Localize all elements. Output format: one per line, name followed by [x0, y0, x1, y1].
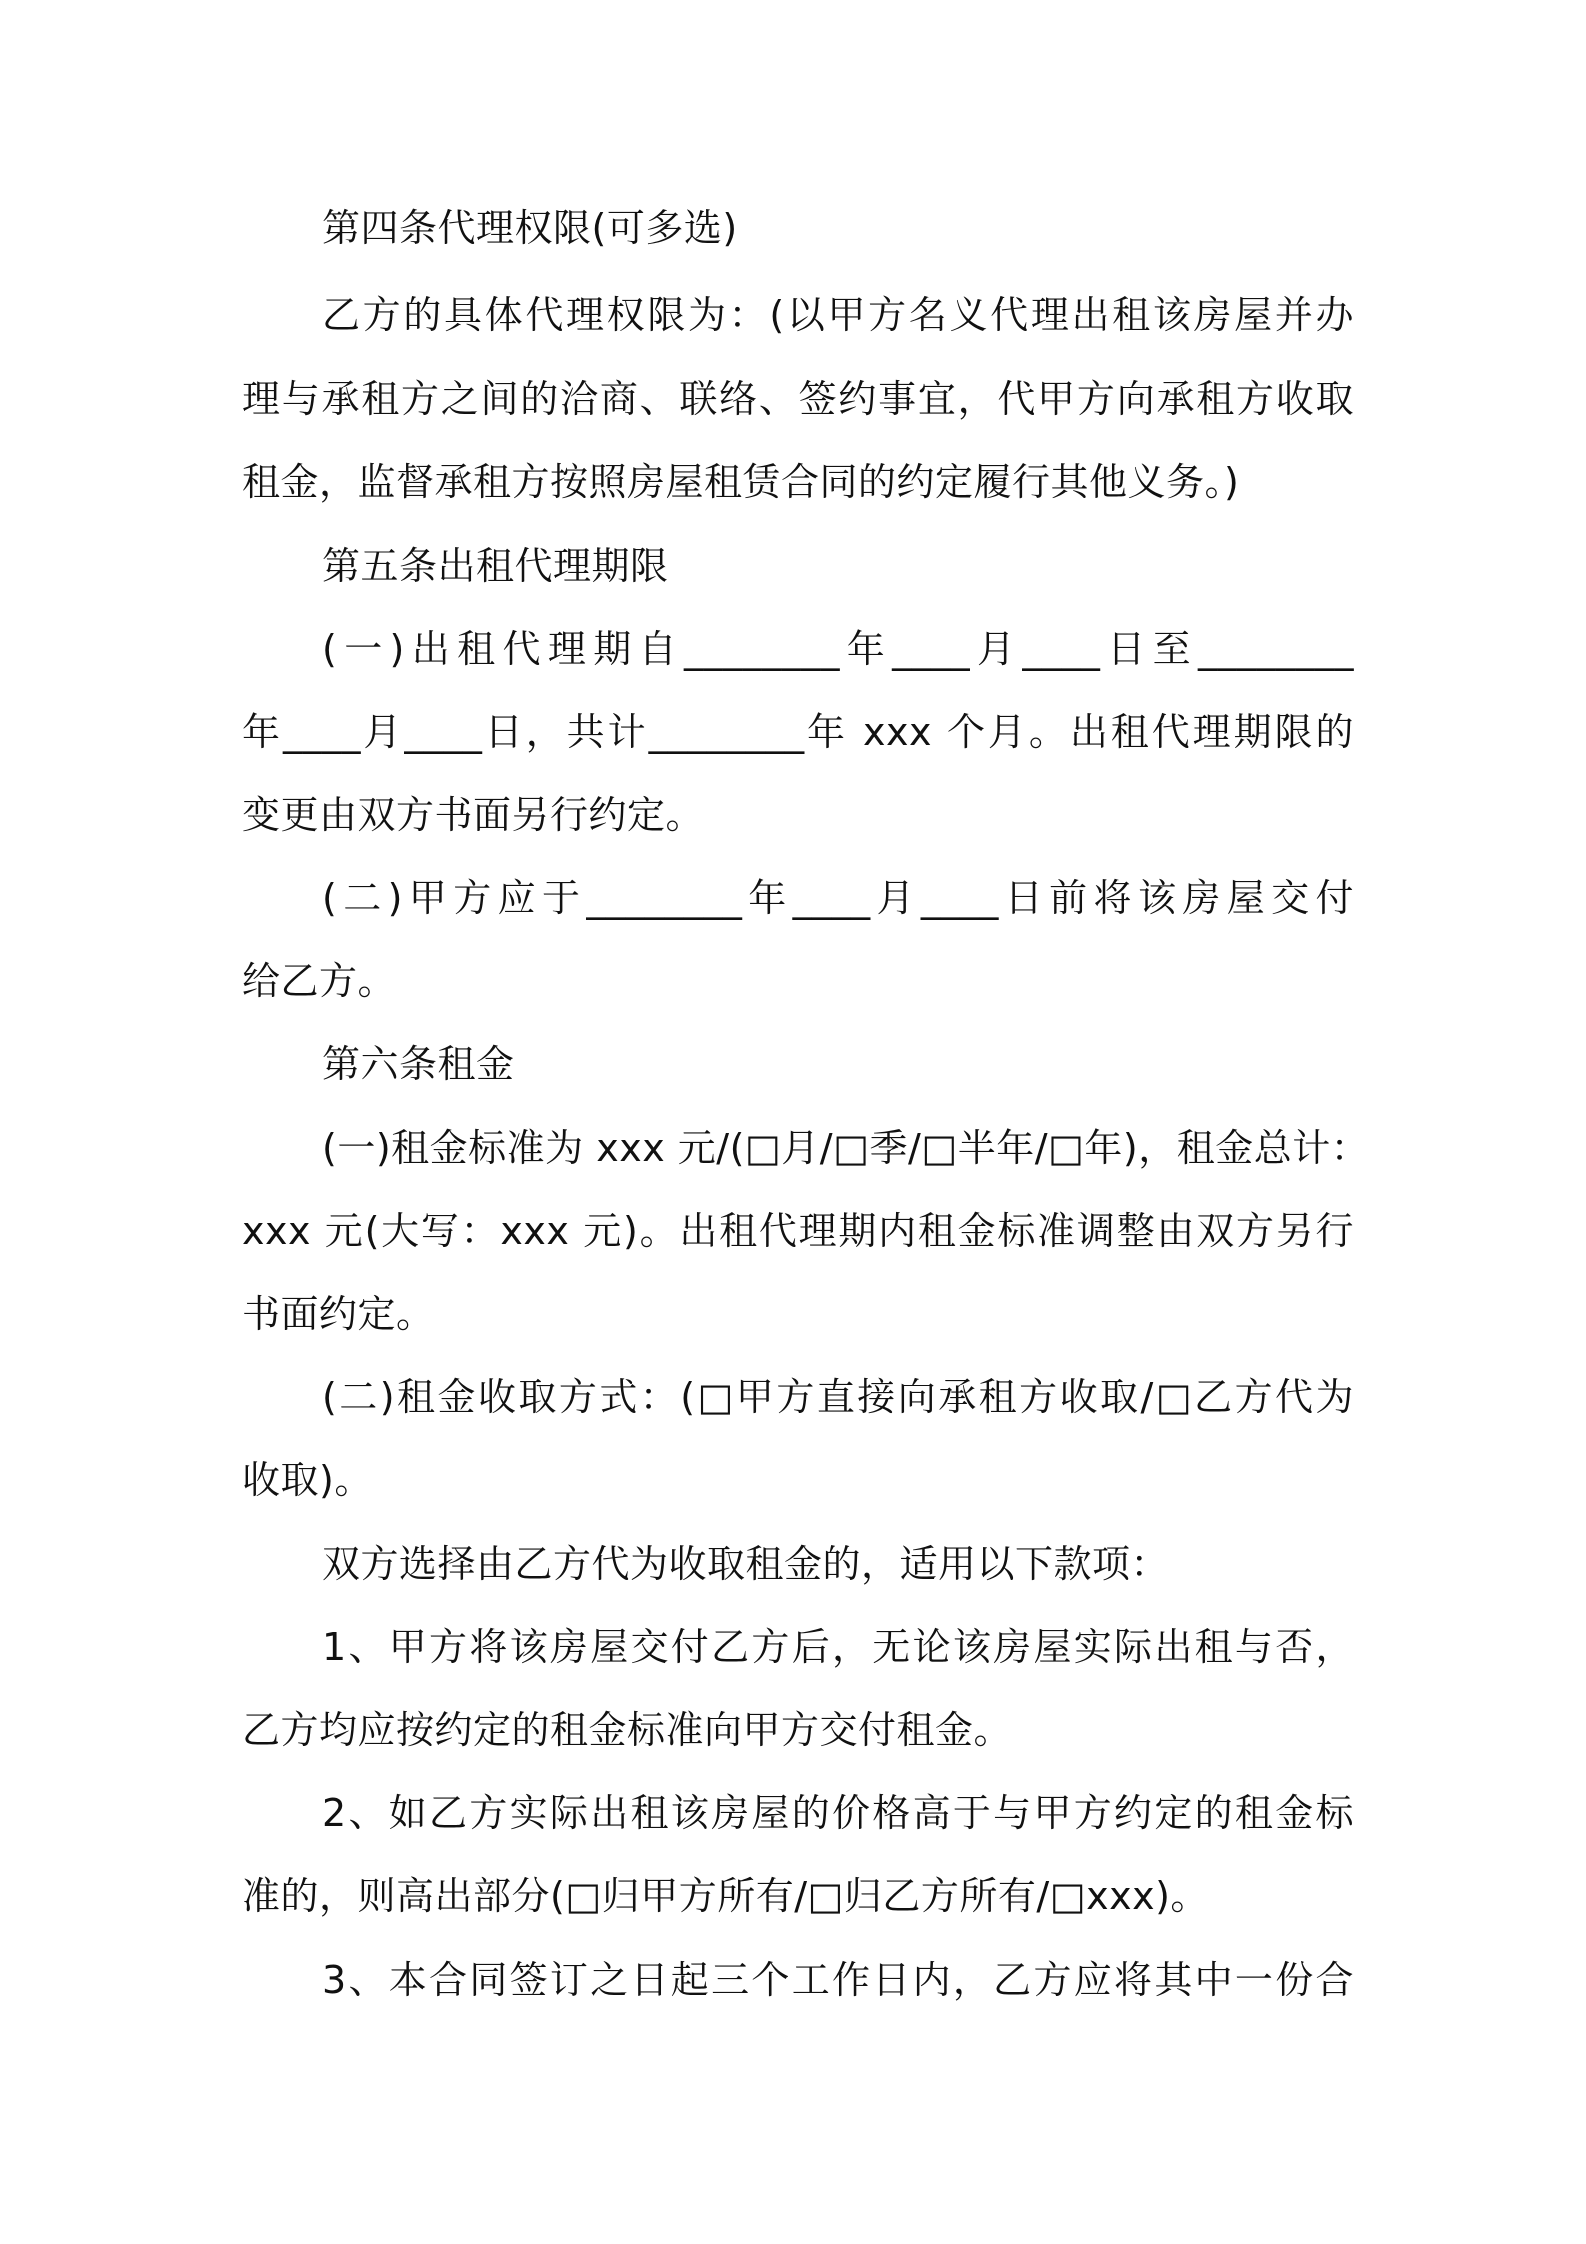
text-line: (二)租金收取方式：(□甲方直接向承租方收取/□乙方代为	[322, 1375, 1354, 1419]
text-line: 书面约定。	[242, 1292, 435, 1336]
text-line: 2、如乙方实际出租该房屋的价格高于与甲方约定的租金标	[322, 1791, 1354, 1835]
article-4-heading: 第四条代理权限(可多选)	[322, 206, 738, 250]
text-line: xxx 元(大写：xxx 元)。出租代理期内租金标准调整由双方另行	[242, 1209, 1354, 1253]
text-line: 租金，监督承租方按照房屋租赁合同的约定履行其他义务。)	[242, 460, 1240, 504]
article-5-heading: 第五条出租代理期限	[322, 544, 669, 588]
text-line: 变更由双方书面另行约定。	[242, 793, 705, 837]
text-line: 乙方的具体代理权限为：(以甲方名义代理出租该房屋并办	[322, 293, 1354, 337]
text-line: 准的，则高出部分(□归甲方所有/□归乙方所有/□xxx)。	[242, 1874, 1209, 1918]
text-line: (一)出租代理期自________年____月____日至________	[322, 627, 1354, 671]
text-line: 给乙方。	[242, 959, 397, 1003]
text-line: 理与承租方之间的洽商、联络、签约事宜，代甲方向承租方收取	[242, 377, 1354, 421]
text-line: 3、本合同签订之日起三个工作日内，乙方应将其中一份合	[322, 1958, 1354, 2002]
article-6-heading: 第六条租金	[322, 1042, 515, 1086]
text-line: (二)甲方应于________年____月____日前将该房屋交付	[322, 876, 1354, 920]
text-line: 乙方均应按约定的租金标准向甲方交付租金。	[242, 1708, 1013, 1752]
text-line: 收取)。	[242, 1458, 373, 1502]
text-line: 1、甲方将该房屋交付乙方后，无论该房屋实际出租与否，	[322, 1625, 1354, 1669]
text-line: 年____月____日，共计________年 xxx 个月。出租代理期限的	[242, 710, 1354, 754]
text-line: 双方选择由乙方代为收取租金的，适用以下款项：	[322, 1542, 1170, 1586]
text-line: (一)租金标准为 xxx 元/(□月/□季/□半年/□年)，租金总计：	[322, 1126, 1370, 1170]
